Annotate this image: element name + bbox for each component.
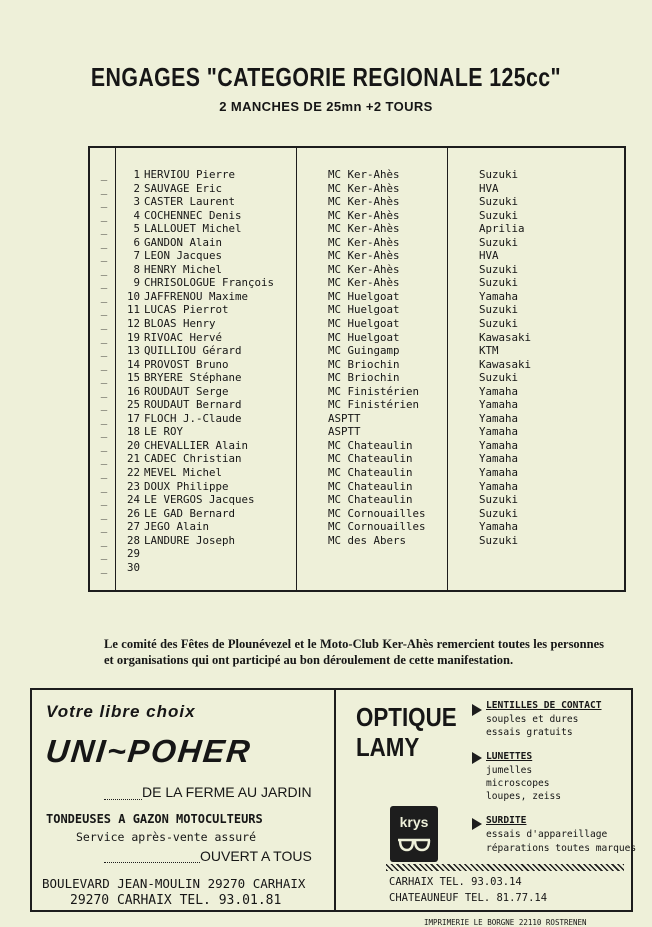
entry-number: 17 <box>126 411 140 425</box>
entry-number: 8 <box>133 262 140 276</box>
rider-make: Suzuki <box>479 303 519 317</box>
service-line: réparations toutes marques <box>486 843 637 854</box>
optique-title <box>356 702 457 762</box>
phone-chateauneuf: CHATEAUNEUF TEL. 81.77.14 <box>389 892 548 904</box>
service-line: souples et dures <box>486 714 579 725</box>
entry-check-mark: _ <box>100 466 108 480</box>
entry-number: 3 <box>133 195 140 209</box>
rider-make: Suzuki <box>479 533 519 547</box>
entry-check-mark: _ <box>100 235 108 249</box>
table-row <box>90 182 624 196</box>
rider-name: LALLOUET Michel <box>144 222 242 236</box>
entry-check-mark: _ <box>100 249 108 263</box>
table-row <box>90 263 624 277</box>
entry-check-mark: _ <box>100 262 108 276</box>
rider-name: LE VERGOS Jacques <box>144 493 255 507</box>
optique-title-line1: OPTIQUE <box>356 702 457 732</box>
rider-make: Yamaha <box>479 452 519 466</box>
table-row <box>90 547 624 561</box>
entry-number: 14 <box>126 357 140 371</box>
entry-number: 20 <box>126 438 140 452</box>
rider-club: MC Ker-Ahès <box>328 208 400 222</box>
entry-check-mark: _ <box>100 506 108 520</box>
entry-number: 7 <box>133 249 140 263</box>
rider-club: MC Finistérien <box>328 384 420 398</box>
entries-rows <box>90 168 624 574</box>
entry-number: 24 <box>126 493 140 507</box>
entry-check-mark: _ <box>100 208 108 222</box>
rider-club: MC Chateaulin <box>328 452 413 466</box>
rider-name: CHRISOLOGUE François <box>144 276 275 290</box>
table-row <box>90 439 624 453</box>
rider-name: LE ROY <box>144 425 184 439</box>
rider-club: MC Cornouailles <box>328 506 426 520</box>
rider-name: BRYERE Stéphane <box>144 371 242 385</box>
table-row <box>90 303 624 317</box>
table-row <box>90 168 624 182</box>
entry-check-mark: _ <box>100 452 108 466</box>
entry-number: 30 <box>126 560 140 574</box>
decorative-rule <box>104 862 200 863</box>
service-heading: LUNETTES <box>486 751 533 762</box>
entry-check-mark: _ <box>100 560 108 574</box>
rider-club: MC Ker-Ahès <box>328 195 400 209</box>
service-line: loupes, zeiss <box>486 791 562 802</box>
rider-club: MC Ker-Ahès <box>328 249 400 263</box>
table-row <box>90 412 624 426</box>
rider-name: QUILLIOU Gérard <box>144 344 242 358</box>
rider-make: Yamaha <box>479 438 519 452</box>
uni-poher-service: Service après-vente assuré <box>76 830 257 844</box>
rider-club: MC Ker-Ahès <box>328 181 400 195</box>
page-title: ENGAGES "CATEGORIE REGIONALE 125cc" <box>90 62 562 92</box>
service-line: jumelles <box>486 765 533 776</box>
entry-check-mark: _ <box>100 398 108 412</box>
uni-poher-address: BOULEVARD JEAN-MOULIN 29270 CARHAIX <box>42 876 306 891</box>
rider-name: PROVOST Bruno <box>144 357 229 371</box>
rider-name: LEON Jacques <box>144 249 223 263</box>
table-row <box>90 425 624 439</box>
rider-name: JEGO Alain <box>144 520 210 534</box>
rider-make: Yamaha <box>479 398 519 412</box>
rider-name: HERVIOU Pierre <box>144 168 236 181</box>
rider-make: Yamaha <box>479 289 519 303</box>
table-row <box>90 561 624 575</box>
entry-number: 2 <box>133 181 140 195</box>
printer-credit: IMPRIMERIE LE BORGNE 22110 ROSTRENEN <box>424 918 587 927</box>
race-format: 2 MANCHES DE 25mn +2 TOURS <box>219 99 433 114</box>
rider-make: Suzuki <box>479 208 519 222</box>
phone-carhaix: CARHAIX TEL. 93.03.14 <box>389 876 522 888</box>
rider-make: Kawasaki <box>479 357 532 371</box>
table-row <box>90 466 624 480</box>
rider-club: ASPTT <box>328 411 361 425</box>
table-row <box>90 398 624 412</box>
rider-club: MC Chateaulin <box>328 479 413 493</box>
entry-check-mark: _ <box>100 438 108 452</box>
rider-make: Suzuki <box>479 235 519 249</box>
uni-poher-farm: DE LA FERME AU JARDIN <box>142 784 312 800</box>
rider-name: CADEC Christian <box>144 452 242 466</box>
rider-name: GANDON Alain <box>144 235 223 249</box>
rider-name: LE GAD Bernard <box>144 506 236 520</box>
rider-make: Yamaha <box>479 384 519 398</box>
decorative-rule <box>104 799 142 800</box>
service-line: essais gratuits <box>486 727 573 738</box>
entry-number: 10 <box>126 289 140 303</box>
krys-logo-text: krys <box>399 814 429 830</box>
entry-check-mark: _ <box>100 168 108 181</box>
entry-number: 29 <box>126 547 140 561</box>
entry-check-mark: _ <box>100 533 108 547</box>
table-row <box>90 195 624 209</box>
rider-make: Yamaha <box>479 425 519 439</box>
glasses-icon <box>390 806 438 862</box>
entry-number: 9 <box>133 276 140 290</box>
rider-club: MC Ker-Ahès <box>328 222 400 236</box>
krys-logo <box>390 806 438 862</box>
rider-name: RIVOAC Hervé <box>144 330 223 344</box>
rider-club: MC Briochin <box>328 371 400 385</box>
rider-make: Kawasaki <box>479 330 532 344</box>
table-row <box>90 209 624 223</box>
uni-poher-phone: 29270 CARHAIX TEL. 93.01.81 <box>70 893 282 908</box>
entry-number: 21 <box>126 452 140 466</box>
rider-make: HVA <box>479 181 499 195</box>
rider-make: Suzuki <box>479 317 519 331</box>
entry-check-mark: _ <box>100 371 108 385</box>
uni-poher-mowers: TONDEUSES A GAZON MOTOCULTEURS <box>46 812 263 826</box>
entry-number: 19 <box>126 330 140 344</box>
rider-make: Yamaha <box>479 411 519 425</box>
entry-check-mark: _ <box>100 330 108 344</box>
table-row <box>90 249 624 263</box>
rider-make: Suzuki <box>479 276 519 290</box>
table-row <box>90 317 624 331</box>
entries-table <box>88 146 626 592</box>
rider-name: MEVEL Michel <box>144 466 223 480</box>
service-heading: SURDITE <box>486 815 527 826</box>
entry-check-mark: _ <box>100 222 108 236</box>
rider-name: LANDURE Joseph <box>144 533 236 547</box>
rider-make: HVA <box>479 249 499 263</box>
rider-name: JAFFRENOU Maxime <box>144 289 249 303</box>
entry-number: 12 <box>126 317 140 331</box>
rider-club: MC Guingamp <box>328 344 400 358</box>
entry-number: 11 <box>126 303 140 317</box>
entry-check-mark: _ <box>100 357 108 371</box>
table-row <box>90 507 624 521</box>
service-line: essais d'appareillage <box>486 829 608 840</box>
entry-check-mark: _ <box>100 344 108 358</box>
entry-check-mark: _ <box>100 289 108 303</box>
entry-number: 6 <box>133 235 140 249</box>
uni-poher-tagline: Votre libre choix <box>46 702 196 721</box>
table-row <box>90 493 624 507</box>
table-row <box>90 385 624 399</box>
entry-number: 4 <box>133 208 140 222</box>
entry-check-mark: _ <box>100 317 108 331</box>
rider-club: MC Briochin <box>328 357 400 371</box>
rider-club: MC Finistérien <box>328 398 420 412</box>
entry-check-mark: _ <box>100 493 108 507</box>
rider-name: HENRY Michel <box>144 262 223 276</box>
uni-poher-brand: UNI~POHER <box>44 733 254 769</box>
table-row <box>90 371 624 385</box>
rider-club: MC Chateaulin <box>328 466 413 480</box>
entry-check-mark: _ <box>100 411 108 425</box>
rider-name: CASTER Laurent <box>144 195 236 209</box>
table-row <box>90 344 624 358</box>
rider-name: DOUX Philippe <box>144 479 229 493</box>
entry-check-mark: _ <box>100 479 108 493</box>
arrow-icon <box>472 752 482 764</box>
table-row <box>90 236 624 250</box>
rider-make: Suzuki <box>479 262 519 276</box>
rider-make: Yamaha <box>479 466 519 480</box>
entry-number: 5 <box>133 222 140 236</box>
rider-name: COCHENNEC Denis <box>144 208 242 222</box>
rider-club: MC Ker-Ahès <box>328 168 400 181</box>
entry-check-mark: _ <box>100 425 108 439</box>
thanks-paragraph: Le comité des Fêtes de Plounévezel et le Moto-Club Ker-Ahès remercient toutes les personnes et organisations qui ont participé au bon déroulement de cette manifestation. <box>104 637 604 667</box>
entry-number: 13 <box>126 344 140 358</box>
rider-make: Yamaha <box>479 520 519 534</box>
rider-name: ROUDAUT Serge <box>144 384 229 398</box>
rider-make: Yamaha <box>479 479 519 493</box>
rider-name: FLOCH J.-Claude <box>144 411 242 425</box>
entry-number: 16 <box>126 384 140 398</box>
entry-number: 18 <box>126 425 140 439</box>
entry-check-mark: _ <box>100 276 108 290</box>
rider-make: KTM <box>479 344 499 358</box>
entry-check-mark: _ <box>100 547 108 561</box>
rider-club: MC Ker-Ahès <box>328 262 400 276</box>
entry-check-mark: _ <box>100 520 108 534</box>
entry-check-mark: _ <box>100 303 108 317</box>
arrow-icon <box>472 704 482 716</box>
rider-club: MC Ker-Ahès <box>328 276 400 290</box>
rider-club: MC Chateaulin <box>328 438 413 452</box>
entry-number: 25 <box>126 398 140 412</box>
service-line: microscopes <box>486 778 550 789</box>
decorative-hatch <box>386 864 624 871</box>
table-row <box>90 480 624 494</box>
entry-number: 1 <box>133 168 140 181</box>
entry-number: 27 <box>126 520 140 534</box>
entry-check-mark: _ <box>100 181 108 195</box>
rider-name: ROUDAUT Bernard <box>144 398 242 412</box>
entry-number: 26 <box>126 506 140 520</box>
rider-club: MC Huelgoat <box>328 289 400 303</box>
rider-club: MC Chateaulin <box>328 493 413 507</box>
entry-number: 28 <box>126 533 140 547</box>
table-row <box>90 452 624 466</box>
table-row <box>90 290 624 304</box>
rider-name: BLOAS Henry <box>144 317 216 331</box>
entry-number: 23 <box>126 479 140 493</box>
table-row <box>90 276 624 290</box>
rider-make: Suzuki <box>479 493 519 507</box>
rider-name: SAUVAGE Eric <box>144 181 223 195</box>
table-row <box>90 222 624 236</box>
table-row <box>90 331 624 345</box>
rider-make: Suzuki <box>479 195 519 209</box>
rider-club: MC Huelgoat <box>328 303 400 317</box>
rider-make: Suzuki <box>479 506 519 520</box>
rider-club: MC Huelgoat <box>328 317 400 331</box>
rider-club: MC des Abers <box>328 533 407 547</box>
entry-check-mark: _ <box>100 384 108 398</box>
rider-make: Aprilia <box>479 222 525 236</box>
arrow-icon <box>472 818 482 830</box>
optique-title-line2: LAMY <box>356 732 420 762</box>
rider-club: MC Cornouailles <box>328 520 426 534</box>
service-heading: LENTILLES DE CONTACT <box>486 700 602 711</box>
rider-name: CHEVALLIER Alain <box>144 438 249 452</box>
entry-check-mark: _ <box>100 195 108 209</box>
rider-club: MC Ker-Ahès <box>328 235 400 249</box>
ad-divider <box>334 688 336 912</box>
entry-number: 15 <box>126 371 140 385</box>
uni-poher-open: OUVERT A TOUS <box>200 848 312 864</box>
table-row <box>90 534 624 548</box>
rider-name: LUCAS Pierrot <box>144 303 229 317</box>
rider-club: MC Huelgoat <box>328 330 400 344</box>
table-row <box>90 520 624 534</box>
rider-club: ASPTT <box>328 425 361 439</box>
entry-number: 22 <box>126 466 140 480</box>
table-row <box>90 358 624 372</box>
rider-make: Suzuki <box>479 168 519 181</box>
rider-make: Suzuki <box>479 371 519 385</box>
